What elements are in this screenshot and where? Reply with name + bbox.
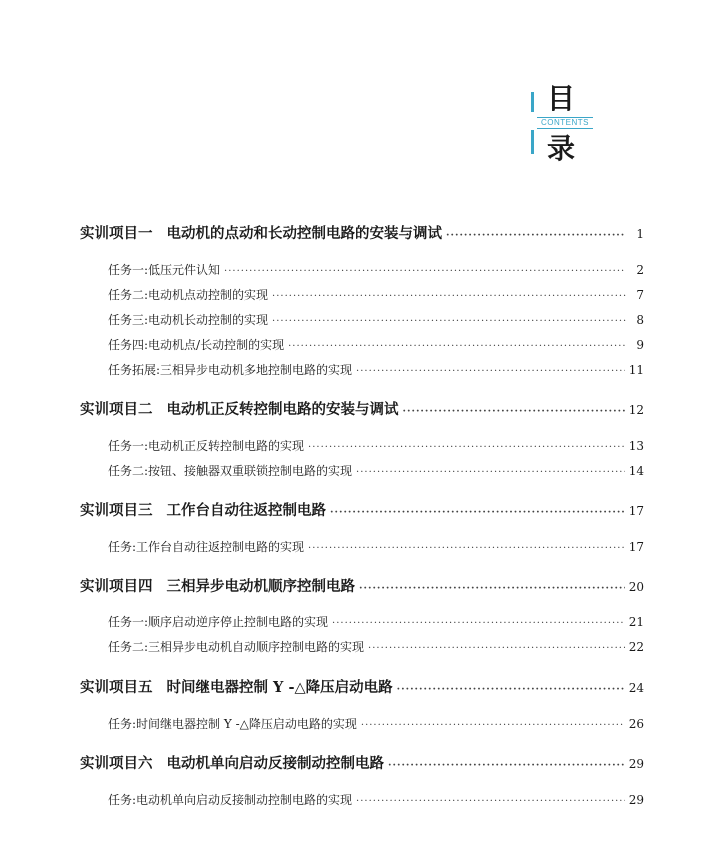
toc-task-row[interactable] [108, 437, 644, 454]
project-heading: 实训项目一 电动机的点动和长动控制电路的安装与调试 [80, 225, 442, 242]
toc-project-row[interactable] [80, 222, 644, 243]
emblem-char-bottom: 录 [547, 132, 576, 165]
leader-dots [308, 442, 625, 453]
toc-project-row[interactable] [80, 499, 644, 520]
page-number: 22 [628, 640, 644, 654]
toc-project-row[interactable] [80, 575, 644, 596]
toc-project-row[interactable] [80, 752, 644, 773]
page-number: 13 [628, 439, 644, 453]
page-number: 2 [636, 263, 644, 277]
leader-dots [330, 507, 625, 518]
page-number: 12 [628, 403, 644, 417]
emblem-char-top: 目 [547, 82, 576, 115]
leader-dots [332, 618, 625, 629]
leader-dots [356, 796, 625, 807]
leader-dots [272, 316, 626, 327]
page-number: 20 [628, 580, 644, 594]
leader-dots [388, 760, 625, 771]
leader-dots [356, 467, 625, 478]
toc-task-row[interactable] [108, 261, 644, 278]
task-title: 任务拓展:三相异步电动机多地控制电路的实现 [108, 363, 353, 377]
page-number: 29 [628, 793, 644, 807]
page-number: 21 [628, 615, 644, 629]
page-number: 9 [636, 338, 644, 352]
task-title: 任务四:电动机点/长动控制的实现 [108, 338, 285, 352]
project-heading: 实训项目二 电动机正反转控制电路的安装与调试 [80, 401, 399, 418]
page-number: 7 [636, 288, 644, 302]
leader-dots [446, 230, 626, 241]
page-number: 1 [636, 227, 644, 241]
contents-emblem [531, 82, 601, 166]
page-number: 17 [628, 504, 644, 518]
page-number: 14 [628, 464, 644, 478]
leader-dots [272, 291, 626, 302]
toc-task-row[interactable] [108, 311, 644, 328]
task-title: 任务:时间继电器控制 Y -△降压启动电路的实现 [108, 717, 357, 731]
toc-task-row[interactable] [108, 538, 644, 555]
task-title: 任务二:三相异步电动机自动顺序控制电路的实现 [108, 640, 365, 654]
task-title: 任务一:电动机正反转控制电路的实现 [108, 439, 305, 453]
leader-dots [361, 720, 625, 731]
page-number: 26 [628, 717, 644, 731]
toc-project-row[interactable] [80, 676, 644, 697]
toc-task-row[interactable] [108, 791, 644, 808]
task-title: 任务一:顺序启动逆序停止控制电路的实现 [108, 615, 329, 629]
leader-dots [368, 643, 625, 654]
toc-task-row[interactable] [108, 336, 644, 353]
task-title: 任务:工作台自动往返控制电路的实现 [108, 540, 305, 554]
emblem-accent-bar-bottom [531, 130, 534, 154]
leader-dots [403, 406, 625, 417]
toc-project-row[interactable] [80, 398, 644, 419]
project-heading: 实训项目五 时间继电器控制 Y -△降压启动电路 [80, 679, 393, 696]
leader-dots [288, 341, 626, 352]
leader-dots [397, 684, 625, 695]
toc-task-row[interactable] [108, 286, 644, 303]
leader-dots [224, 266, 626, 277]
project-heading: 实训项目四 三相异步电动机顺序控制电路 [80, 578, 355, 595]
task-title: 任务一:低压元件认知 [108, 263, 221, 277]
page-number: 11 [628, 363, 644, 377]
task-title: 任务:电动机单向启动反接制动控制电路的实现 [108, 793, 353, 807]
leader-dots [308, 543, 625, 554]
leader-dots [356, 366, 625, 377]
page-number: 24 [628, 681, 644, 695]
project-heading: 实训项目三 工作台自动往返控制电路 [80, 502, 326, 519]
contents-label: CONTENTS [537, 117, 593, 129]
page-number: 29 [628, 757, 644, 771]
toc-task-row[interactable] [108, 715, 644, 732]
task-title: 任务三:电动机长动控制的实现 [108, 313, 269, 327]
toc-task-row[interactable] [108, 638, 644, 655]
toc-task-row[interactable] [108, 613, 644, 630]
page-number: 8 [636, 313, 644, 327]
leader-dots [359, 583, 625, 594]
toc-task-row[interactable] [108, 361, 644, 378]
task-title: 任务二:电动机点动控制的实现 [108, 288, 269, 302]
toc-task-row[interactable] [108, 462, 644, 479]
task-title: 任务二:按钮、接触器双重联锁控制电路的实现 [108, 464, 353, 478]
page-number: 17 [628, 540, 644, 554]
emblem-accent-bar-top [531, 92, 534, 112]
project-heading: 实训项目六 电动机单向启动反接制动控制电路 [80, 755, 384, 772]
